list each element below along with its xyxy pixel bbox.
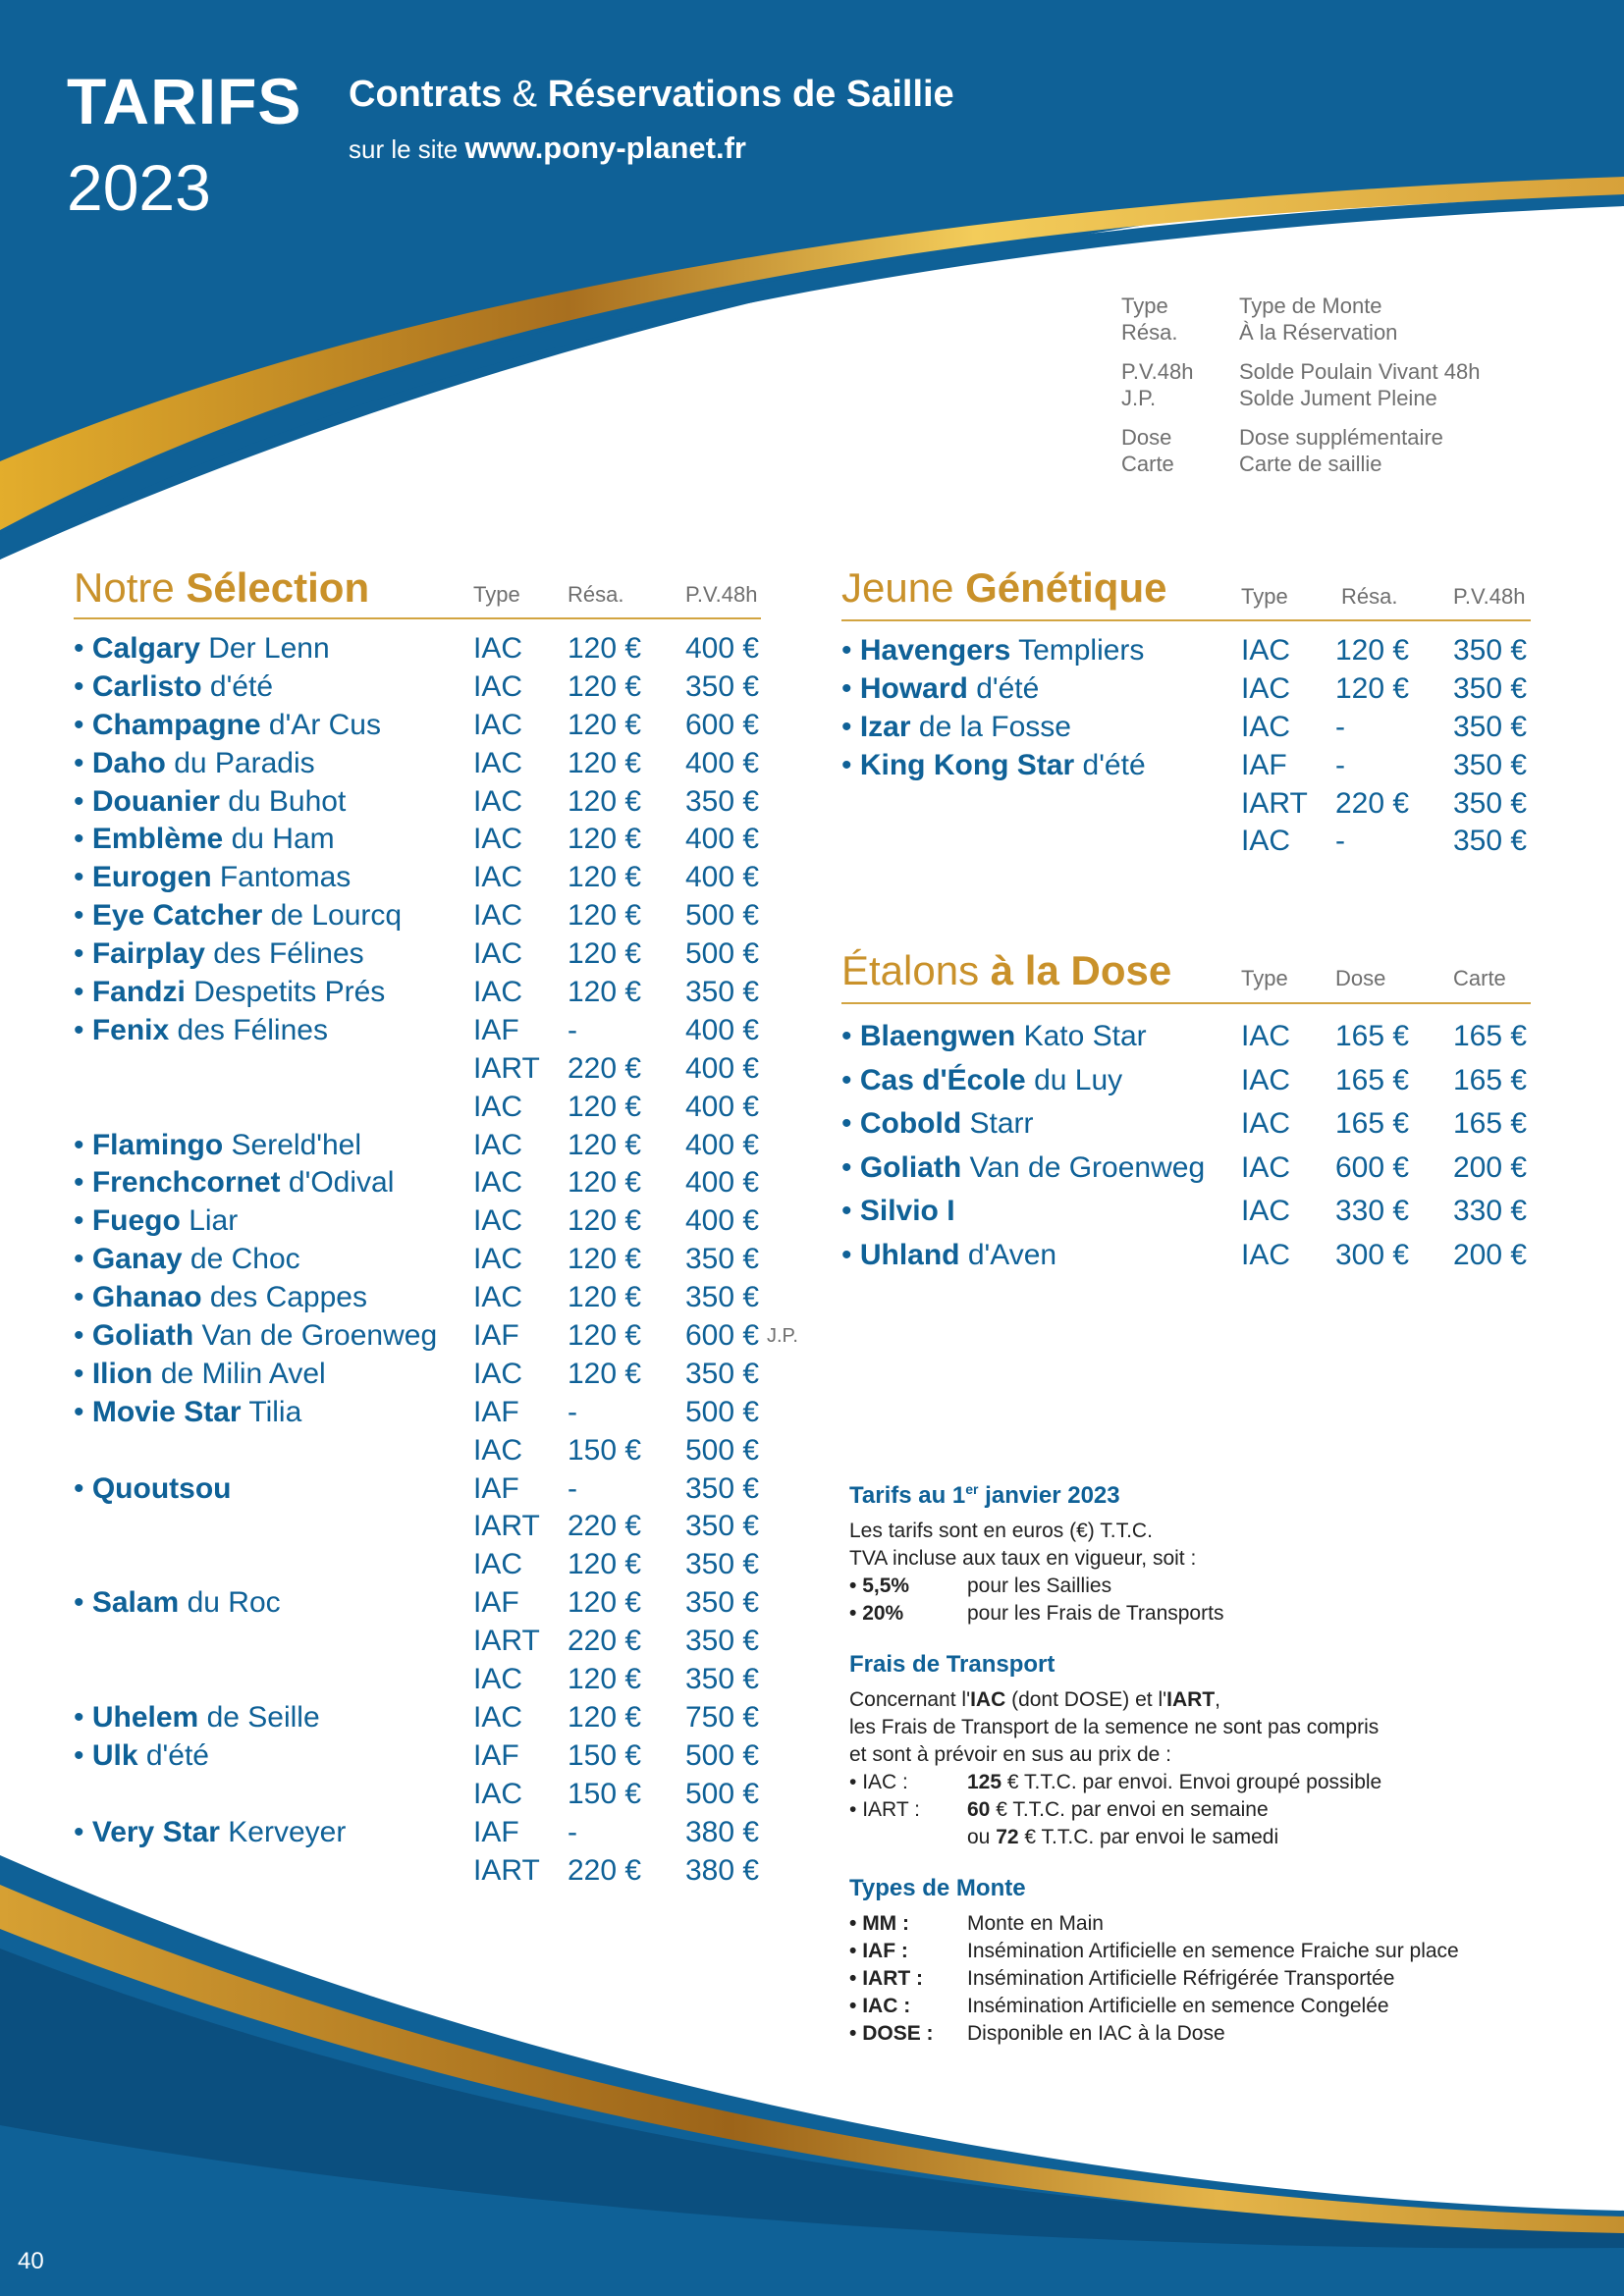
table-row bbox=[841, 632, 1548, 670]
type-cell: IAC bbox=[1241, 671, 1291, 705]
stallion-name: • Daho du Paradis bbox=[74, 746, 315, 779]
price-cell: 750 € bbox=[685, 1700, 760, 1734]
price-cell: 350 € bbox=[1453, 825, 1528, 858]
resa-cell: 150 € bbox=[568, 1777, 642, 1810]
type-cell: IAC bbox=[473, 1777, 523, 1810]
table-row bbox=[841, 747, 1548, 785]
selection-rule bbox=[74, 617, 761, 619]
table-row bbox=[841, 1190, 1548, 1234]
legend-meaning: Dose supplémentaire bbox=[1239, 425, 1443, 450]
resa-cell: 120 € bbox=[568, 784, 642, 818]
resa-cell: 120 € bbox=[568, 1204, 642, 1238]
table-row bbox=[74, 1546, 849, 1584]
tva-item: • 5,5% pour les Saillies bbox=[849, 1575, 1112, 1597]
type-cell: IAC bbox=[473, 1243, 523, 1276]
legend-abbr: Dose bbox=[1121, 425, 1172, 450]
table-row bbox=[74, 935, 849, 974]
table-row bbox=[74, 1164, 849, 1202]
selection-table bbox=[74, 630, 849, 1890]
legend-abbr: P.V.48h bbox=[1121, 359, 1194, 384]
type-cell: IAC bbox=[1241, 1195, 1291, 1228]
price-cell: 350 € bbox=[685, 669, 760, 703]
transport-iart: • IART : 60 € T.T.C. par envoi en semaine bbox=[849, 1798, 1269, 1821]
stallion-name: • Movie Star Tilia bbox=[74, 1395, 302, 1428]
type-cell: IAC bbox=[473, 1281, 523, 1314]
transport-line: Concernant l'IAC (dont DOSE) et l'IART, bbox=[849, 1688, 1220, 1711]
selection-title-bold: Sélection bbox=[186, 564, 370, 611]
type-cell: IAC bbox=[473, 669, 523, 703]
type-cell: IAC bbox=[1241, 1020, 1291, 1052]
table-row bbox=[74, 745, 849, 783]
stallion-name: • Ghanao des Cappes bbox=[74, 1281, 367, 1314]
resa-cell: 330 € bbox=[1335, 1195, 1410, 1228]
header-subtitle bbox=[349, 131, 746, 166]
table-row bbox=[74, 1089, 849, 1127]
resa-cell: 120 € bbox=[568, 1700, 642, 1734]
price-cell: 350 € bbox=[685, 1663, 760, 1696]
table-row bbox=[74, 1050, 849, 1089]
price-cell: 400 € bbox=[685, 746, 760, 779]
stallion-name: • Goliath Van de Groenweg bbox=[841, 1150, 1206, 1184]
price-cell: 350 € bbox=[685, 1625, 760, 1658]
type-cell: IAC bbox=[1241, 1107, 1291, 1141]
resa-cell: - bbox=[1335, 710, 1345, 743]
stallion-name: • Emblème du Ham bbox=[74, 823, 335, 856]
table-row bbox=[74, 1279, 849, 1317]
price-cell: 500 € bbox=[685, 1395, 760, 1428]
type-cell: IAC bbox=[1241, 634, 1291, 667]
price-cell: 350 € bbox=[1453, 710, 1528, 743]
monte-info bbox=[849, 1875, 1556, 2048]
jeune-rule bbox=[841, 619, 1531, 621]
resa-cell: 600 € bbox=[1335, 1150, 1410, 1184]
stallion-name: • Goliath Van de Groenweg bbox=[74, 1319, 438, 1353]
table-row bbox=[74, 1394, 849, 1432]
table-row bbox=[74, 859, 849, 897]
price-cell: 500 € bbox=[685, 899, 760, 933]
legend-abbr: Carte bbox=[1121, 452, 1174, 476]
price-cell: 350 € bbox=[685, 1357, 760, 1390]
stallion-name: • King Kong Star d'été bbox=[841, 748, 1146, 781]
resa-cell: 120 € bbox=[1335, 634, 1410, 667]
type-cell: IAC bbox=[473, 1090, 523, 1123]
jeune-header-price: P.V.48h bbox=[1453, 584, 1526, 609]
price-cell: 400 € bbox=[685, 861, 760, 894]
stallion-name: • Calgary Der Lenn bbox=[74, 632, 330, 665]
table-row bbox=[841, 670, 1548, 709]
stallion-name: • Fenix des Félines bbox=[74, 1013, 328, 1046]
notes-block bbox=[849, 1475, 1556, 2071]
selection-header-resa: Résa. bbox=[568, 582, 624, 607]
type-cell: IAC bbox=[473, 937, 523, 971]
price-cell: 500 € bbox=[685, 1738, 760, 1772]
price-cell: 400 € bbox=[685, 823, 760, 856]
dose-title-bold: à la Dose bbox=[990, 947, 1172, 993]
table-row bbox=[74, 1776, 849, 1814]
jeune-title bbox=[841, 564, 1167, 611]
type-cell: IAC bbox=[473, 1700, 523, 1734]
selection-title-light: Notre bbox=[74, 564, 175, 611]
table-row bbox=[74, 1699, 849, 1737]
table-row bbox=[74, 1584, 849, 1623]
type-cell: IART bbox=[473, 1853, 540, 1887]
price-cell: 380 € bbox=[685, 1853, 760, 1887]
stallion-name: • Douanier du Buhot bbox=[74, 784, 347, 818]
resa-cell: 220 € bbox=[568, 1853, 642, 1887]
price-cell: 400 € bbox=[685, 1204, 760, 1238]
table-row bbox=[74, 1127, 849, 1165]
resa-cell: 120 € bbox=[568, 1243, 642, 1276]
type-cell: IAC bbox=[1241, 1150, 1291, 1184]
type-cell: IAC bbox=[473, 1433, 523, 1467]
table-row bbox=[74, 707, 849, 745]
price-cell: 500 € bbox=[685, 1777, 760, 1810]
table-row bbox=[841, 1147, 1548, 1191]
table-row bbox=[74, 1814, 849, 1852]
table-row bbox=[74, 1317, 849, 1356]
dose-table bbox=[841, 1015, 1548, 1278]
resa-cell: 165 € bbox=[1335, 1020, 1410, 1052]
dose-rule bbox=[841, 1002, 1531, 1004]
transport-iac: • IAC : 125 € T.T.C. par envoi. Envoi groupé possible bbox=[849, 1771, 1382, 1793]
type-cell: IART bbox=[1241, 786, 1308, 820]
stallion-name: • Ulk d'été bbox=[74, 1738, 209, 1772]
price-cell: 500 € bbox=[685, 1433, 760, 1467]
stallion-name: • Havengers Templiers bbox=[841, 634, 1145, 667]
resa-cell: 120 € bbox=[568, 899, 642, 933]
jeune-table bbox=[841, 632, 1548, 861]
resa-cell: - bbox=[568, 1815, 577, 1848]
stallion-name: • Fairplay des Félines bbox=[74, 937, 364, 971]
transport-line: et sont à prévoir en sus au prix de : bbox=[849, 1743, 1172, 1766]
header-title bbox=[349, 75, 954, 116]
type-cell: IAC bbox=[473, 976, 523, 1009]
dose-title bbox=[841, 947, 1172, 993]
resa-cell: 300 € bbox=[1335, 1238, 1410, 1271]
table-row bbox=[74, 1432, 849, 1470]
resa-cell: 120 € bbox=[568, 937, 642, 971]
price-cell: 350 € bbox=[1453, 671, 1528, 705]
type-cell: IAF bbox=[473, 1395, 519, 1428]
type-cell: IAC bbox=[473, 861, 523, 894]
stallion-name: • Champagne d'Ar Cus bbox=[74, 708, 381, 741]
type-cell: IAC bbox=[473, 1663, 523, 1696]
stallion-name: • Ilion de Milin Avel bbox=[74, 1357, 326, 1390]
type-cell: IAF bbox=[473, 1471, 519, 1505]
resa-cell: 120 € bbox=[568, 1281, 642, 1314]
table-row bbox=[841, 785, 1548, 824]
price-cell: 500 € bbox=[685, 937, 760, 971]
jeune-title-light: Jeune bbox=[841, 564, 954, 611]
price-cell: 400 € bbox=[685, 1166, 760, 1200]
type-cell: IART bbox=[473, 1625, 540, 1658]
stallion-name: • Quoutsou bbox=[74, 1471, 232, 1505]
resa-cell: 120 € bbox=[568, 632, 642, 665]
price-cell: 350 € bbox=[685, 784, 760, 818]
type-cell: IAC bbox=[473, 784, 523, 818]
header-title-part1: Contrats bbox=[349, 74, 503, 115]
resa-cell: 150 € bbox=[568, 1738, 642, 1772]
legend-abbr: Type bbox=[1121, 294, 1168, 318]
resa-cell: - bbox=[568, 1013, 577, 1046]
table-row bbox=[841, 1234, 1548, 1278]
price-cell: 165 € bbox=[1453, 1063, 1528, 1096]
selection-header-price: P.V.48h bbox=[685, 582, 758, 607]
table-row bbox=[74, 783, 849, 822]
dose-title-light: Étalons bbox=[841, 947, 980, 993]
legend-meaning: À la Réservation bbox=[1239, 320, 1398, 345]
transport-title: Frais de Transport bbox=[849, 1651, 1056, 1678]
table-row bbox=[74, 1202, 849, 1241]
table-row bbox=[74, 1356, 849, 1394]
price-cell: 200 € bbox=[1453, 1238, 1528, 1271]
price-cell: 600 € bbox=[685, 708, 760, 741]
resa-cell: 120 € bbox=[568, 669, 642, 703]
price-cell: 350 € bbox=[1453, 748, 1528, 781]
stallion-name: • Salam du Roc bbox=[74, 1586, 281, 1620]
price-cell: 350 € bbox=[685, 1510, 760, 1543]
price-cell: 350 € bbox=[685, 1586, 760, 1620]
type-cell: IAC bbox=[473, 708, 523, 741]
legend-meaning: Type de Monte bbox=[1239, 294, 1382, 318]
price-cell: 165 € bbox=[1453, 1107, 1528, 1141]
resa-cell: - bbox=[568, 1395, 577, 1428]
price-cell: 380 € bbox=[685, 1815, 760, 1848]
selection-header-type: Type bbox=[473, 582, 520, 607]
type-cell: IAC bbox=[1241, 710, 1291, 743]
stallion-name: • Howard d'été bbox=[841, 671, 1040, 705]
type-cell: IAC bbox=[1241, 825, 1291, 858]
type-cell: IAF bbox=[473, 1586, 519, 1620]
legend-meaning: Solde Poulain Vivant 48h bbox=[1239, 359, 1481, 384]
resa-cell: 120 € bbox=[568, 1166, 642, 1200]
resa-cell: 120 € bbox=[568, 1548, 642, 1581]
table-row bbox=[74, 821, 849, 859]
type-cell: IAC bbox=[473, 823, 523, 856]
price-cell: 350 € bbox=[685, 1471, 760, 1505]
resa-cell: 220 € bbox=[568, 1510, 642, 1543]
resa-cell: 120 € bbox=[568, 976, 642, 1009]
price-cell: 350 € bbox=[685, 976, 760, 1009]
resa-cell: 220 € bbox=[568, 1051, 642, 1085]
price-cell: 400 € bbox=[685, 1128, 760, 1161]
tarifs-info-line: Les tarifs sont en euros (€) T.T.C. bbox=[849, 1520, 1153, 1542]
price-cell: 400 € bbox=[685, 1051, 760, 1085]
type-cell: IAF bbox=[473, 1815, 519, 1848]
table-row bbox=[841, 1015, 1548, 1059]
price-note: J.P. bbox=[767, 1325, 798, 1348]
header-title-part2: Réservations de Saillie bbox=[547, 74, 954, 115]
tarifs-year: 2023 bbox=[67, 151, 211, 224]
selection-title bbox=[74, 564, 370, 611]
table-row bbox=[841, 1102, 1548, 1147]
jeune-header-type: Type bbox=[1241, 584, 1288, 609]
resa-cell: 220 € bbox=[568, 1625, 642, 1658]
type-cell: IAC bbox=[473, 1204, 523, 1238]
resa-cell: 120 € bbox=[568, 1586, 642, 1620]
transport-iart-saturday: ou 72 € T.T.C. par envoi le samedi bbox=[967, 1826, 1279, 1848]
dose-header-dose: Dose bbox=[1335, 966, 1386, 990]
tarifs-title: TARIFS bbox=[67, 65, 302, 137]
resa-cell: 120 € bbox=[568, 1663, 642, 1696]
table-row bbox=[74, 1508, 849, 1546]
type-cell: IART bbox=[473, 1510, 540, 1543]
stallion-name: • Eye Catcher de Lourcq bbox=[74, 899, 403, 933]
price-cell: 350 € bbox=[1453, 786, 1528, 820]
resa-cell: - bbox=[1335, 825, 1345, 858]
jeune-header-resa: Résa. bbox=[1341, 584, 1398, 609]
type-cell: IAF bbox=[1241, 748, 1287, 781]
legend-meaning: Solde Jument Pleine bbox=[1239, 386, 1437, 410]
type-cell: IAC bbox=[473, 632, 523, 665]
type-cell: IAC bbox=[1241, 1063, 1291, 1096]
type-cell: IAC bbox=[473, 1128, 523, 1161]
resa-cell: - bbox=[1335, 748, 1345, 781]
resa-cell: 165 € bbox=[1335, 1107, 1410, 1141]
price-cell: 350 € bbox=[1453, 634, 1528, 667]
table-row bbox=[841, 1059, 1548, 1103]
monte-item: • IAF : Insémination Artificielle en semence Fraiche sur place bbox=[849, 1940, 1459, 1962]
stallion-name: • Uhland d'Aven bbox=[841, 1238, 1057, 1271]
type-cell: IAF bbox=[473, 1319, 519, 1353]
monte-item: • MM : Monte en Main bbox=[849, 1912, 1104, 1935]
price-cell: 350 € bbox=[685, 1548, 760, 1581]
tarifs-info-line: TVA incluse aux taux en vigueur, soit : bbox=[849, 1547, 1197, 1570]
table-row bbox=[74, 1623, 849, 1661]
resa-cell: - bbox=[568, 1471, 577, 1505]
price-cell: 400 € bbox=[685, 632, 760, 665]
price-cell: 350 € bbox=[685, 1281, 760, 1314]
table-row bbox=[74, 1012, 849, 1050]
table-row bbox=[74, 1241, 849, 1279]
dose-header-type: Type bbox=[1241, 966, 1288, 990]
legend-meaning: Carte de saillie bbox=[1239, 452, 1382, 476]
table-row bbox=[74, 630, 849, 668]
stallion-name: • Fuego Liar bbox=[74, 1204, 239, 1238]
table-row bbox=[841, 709, 1548, 747]
type-cell: IAF bbox=[473, 1013, 519, 1046]
type-cell: IART bbox=[473, 1051, 540, 1085]
transport-info bbox=[849, 1651, 1556, 1851]
stallion-name: • Cas d'École du Luy bbox=[841, 1063, 1123, 1096]
transport-line: les Frais de Transport de la semence ne sont pas compris bbox=[849, 1716, 1380, 1738]
table-row bbox=[74, 1852, 849, 1891]
legend-abbr: Résa. bbox=[1121, 320, 1178, 345]
tva-item: • 20% pour les Frais de Transports bbox=[849, 1602, 1224, 1625]
monte-item: • IAC : Insémination Artificielle en semence Congelée bbox=[849, 1995, 1389, 2017]
stallion-name: • Blaengwen Kato Star bbox=[841, 1020, 1147, 1052]
monte-item: • IART : Insémination Artificielle Réfrigérée Transportée bbox=[849, 1967, 1395, 1990]
site-prefix: sur le site bbox=[349, 134, 459, 164]
resa-cell: 120 € bbox=[568, 1090, 642, 1123]
resa-cell: 120 € bbox=[568, 823, 642, 856]
price-cell: 400 € bbox=[685, 1013, 760, 1046]
type-cell: IAC bbox=[1241, 1238, 1291, 1271]
resa-cell: 120 € bbox=[568, 1357, 642, 1390]
dose-header-carte: Carte bbox=[1453, 966, 1506, 990]
jeune-title-bold: Génétique bbox=[965, 564, 1167, 611]
type-cell: IAC bbox=[473, 899, 523, 933]
resa-cell: 150 € bbox=[568, 1433, 642, 1467]
table-row bbox=[74, 1470, 849, 1509]
table-row bbox=[74, 1661, 849, 1699]
type-cell: IAC bbox=[473, 746, 523, 779]
type-cell: IAC bbox=[473, 1166, 523, 1200]
type-cell: IAC bbox=[473, 1357, 523, 1390]
stallion-name: • Ganay de Choc bbox=[74, 1243, 300, 1276]
price-cell: 165 € bbox=[1453, 1020, 1528, 1052]
monte-title: Types de Monte bbox=[849, 1875, 1026, 1901]
stallion-name: • Izar de la Fosse bbox=[841, 710, 1071, 743]
stallion-name: • Fandzi Despetits Prés bbox=[74, 976, 386, 1009]
table-row bbox=[74, 668, 849, 707]
monte-item: • DOSE : Disponible en IAC à la Dose bbox=[849, 2022, 1225, 2045]
legend-abbr: J.P. bbox=[1121, 386, 1157, 410]
resa-cell: 120 € bbox=[1335, 671, 1410, 705]
table-row bbox=[841, 823, 1548, 861]
resa-cell: 120 € bbox=[568, 1128, 642, 1161]
resa-cell: 120 € bbox=[568, 708, 642, 741]
resa-cell: 120 € bbox=[568, 1319, 642, 1353]
stallion-name: • Carlisto d'été bbox=[74, 669, 274, 703]
price-cell: 330 € bbox=[1453, 1195, 1528, 1228]
price-cell: 350 € bbox=[685, 1243, 760, 1276]
abbreviation-legend bbox=[1121, 293, 1480, 490]
resa-cell: 120 € bbox=[568, 861, 642, 894]
stallion-name: • Flamingo Sereld'hel bbox=[74, 1128, 362, 1161]
stallion-name: • Eurogen Fantomas bbox=[74, 861, 352, 894]
resa-cell: 220 € bbox=[1335, 786, 1410, 820]
stallion-name: • Cobold Starr bbox=[841, 1107, 1034, 1141]
type-cell: IAF bbox=[473, 1738, 519, 1772]
price-cell: 400 € bbox=[685, 1090, 760, 1123]
site-url[interactable]: www.pony-planet.fr bbox=[464, 131, 746, 165]
table-row bbox=[74, 897, 849, 935]
table-row bbox=[74, 1737, 849, 1776]
tarifs-info-title: Tarifs au 1er janvier 2023 bbox=[849, 1481, 1120, 1509]
resa-cell: 120 € bbox=[568, 746, 642, 779]
stallion-name: • Very Star Kerveyer bbox=[74, 1815, 347, 1848]
price-cell: 200 € bbox=[1453, 1150, 1528, 1184]
page-number: 40 bbox=[18, 2248, 44, 2274]
stallion-name: • Uhelem de Seille bbox=[74, 1700, 320, 1734]
table-row bbox=[74, 974, 849, 1012]
header-title-amp: & bbox=[512, 74, 538, 115]
stallion-name: • Silvio I bbox=[841, 1195, 955, 1228]
tarifs-info bbox=[849, 1475, 1556, 1628]
resa-cell: 165 € bbox=[1335, 1063, 1410, 1096]
price-cell: 600 € bbox=[685, 1319, 760, 1353]
type-cell: IAC bbox=[473, 1548, 523, 1581]
stallion-name: • Frenchcornet d'Odival bbox=[74, 1166, 395, 1200]
